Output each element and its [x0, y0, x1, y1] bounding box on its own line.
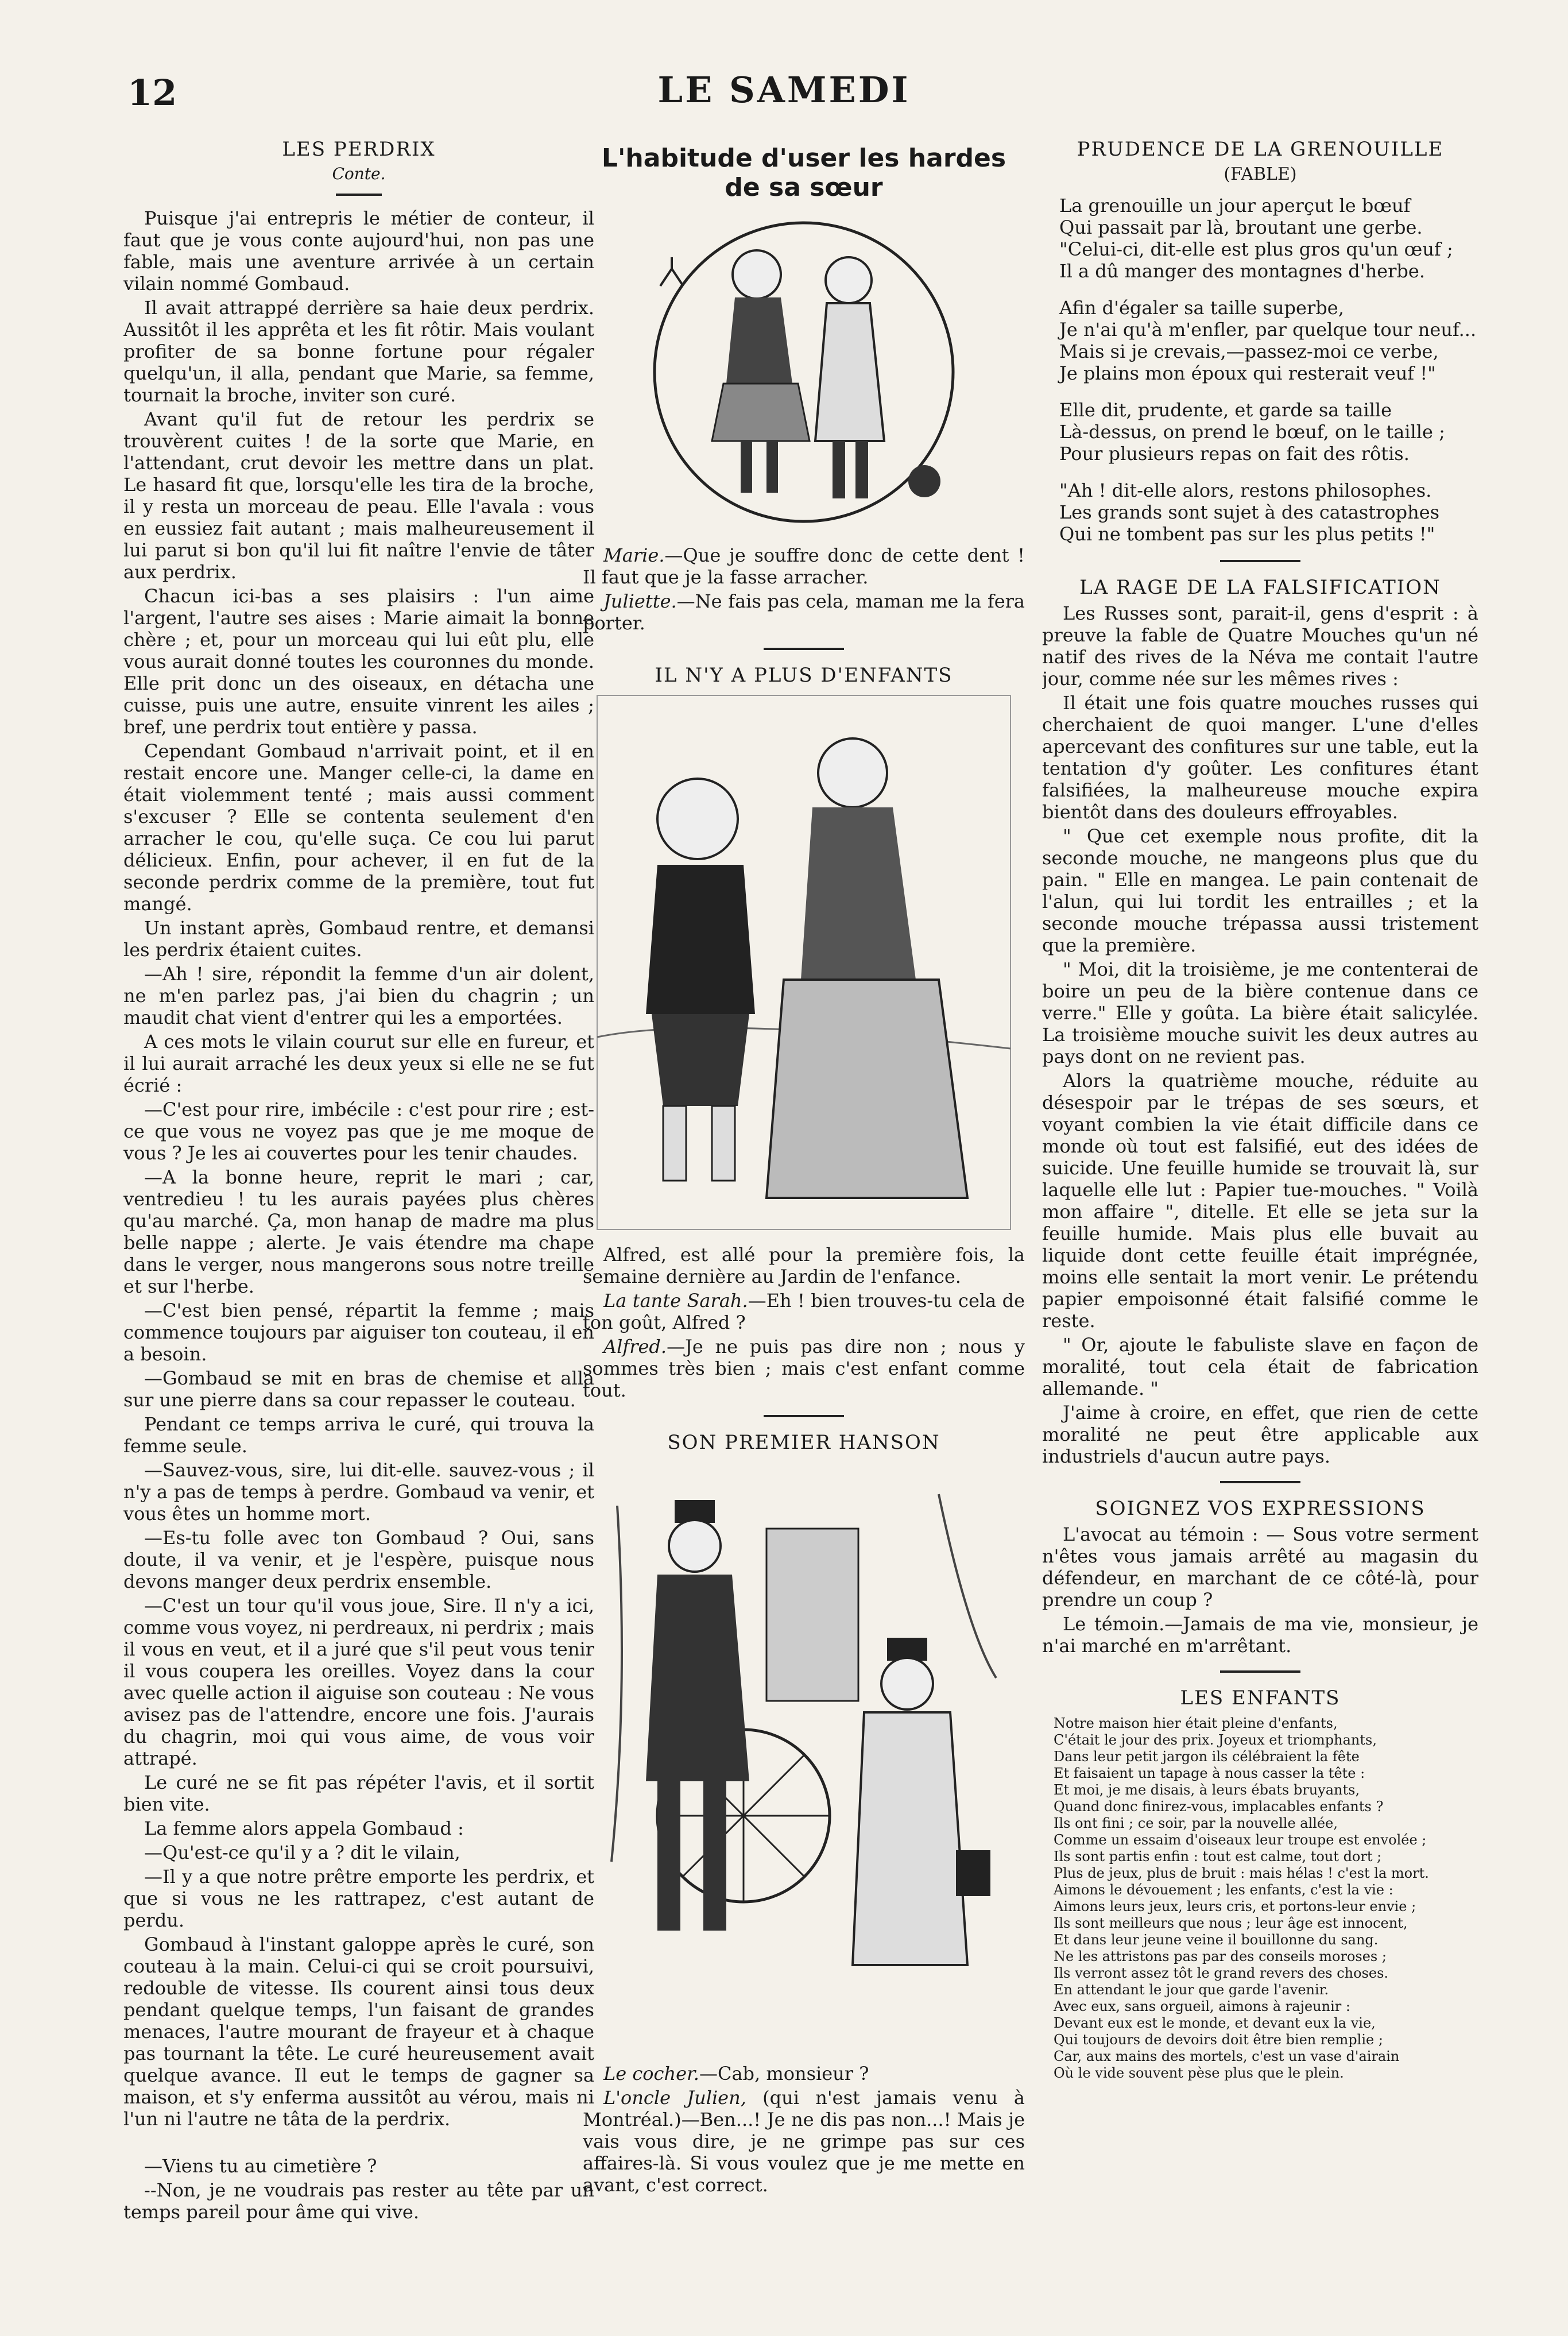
stanza	[1059, 399, 1478, 465]
poem-line: Dans leur petit jargon ils célébraient la fête	[1054, 1749, 1360, 1765]
divider	[764, 1415, 844, 1417]
article-title-grenouille: PRUDENCE DE LA GRENOUILLE	[1077, 138, 1444, 161]
expressions-body	[1042, 1523, 1478, 1657]
poem-line: "Celui-ci, dit-elle est plus gros qu'un œuf ;	[1059, 238, 1453, 260]
poem-line: Je n'ai qu'à m'enfler, par quelque tour neuf...	[1059, 319, 1477, 341]
paragraph: —Qu'est-ce qu'il y a ? dit le vilain,	[144, 1842, 460, 1863]
paragraph: " Moi, dit la troisième, je me contenterai de boire un peu de la bière contenue dans ce verre." Elle y goûta. La bière était salicylée. La troisième mouche suivit les deux autres au pays dont on ne revient pas.	[1042, 958, 1478, 1068]
falsification-body	[1042, 602, 1478, 1467]
illustration-two-girls	[626, 211, 982, 533]
column-left	[123, 126, 594, 2308]
paragraph: Les Russes sont, parait-il, gens d'esprit : à preuve la fable de Quatre Mouches qu'un né natif des rives de la Néva me contait l'autre jour, comme née sur les mêmes rives :	[1042, 602, 1478, 690]
poem-line: Notre maison hier était pleine d'enfants,	[1054, 1715, 1338, 1731]
article-subtitle-conte: Conte.	[332, 164, 386, 183]
perdrix-body	[123, 207, 594, 2130]
speaker-name: Juliette.	[603, 590, 677, 612]
poem-line: Et moi, je me disais, à leurs ébats bruyants,	[1054, 1782, 1360, 1798]
poem-line: En attendant le jour que garde l'avenir.	[1054, 1982, 1329, 1998]
poem-line: Aimons le dévouement ; les enfants, c'est la vie :	[1054, 1882, 1393, 1898]
article-subtitle-fable: (FABLE)	[1224, 164, 1297, 184]
divider	[1220, 1481, 1300, 1483]
cimetiere-joke	[123, 2155, 594, 2223]
paragraph: —C'est pour rire, imbécile : c'est pour rire ; est-ce que vous ne voyez pas que je me moque de vous ? Je les ai couvertes pour les tenir chaudes.	[123, 1099, 594, 1164]
poem-line: Mais si je crevais,—passez-moi ce verbe,	[1059, 341, 1439, 362]
poem-line: Il a dû manger des montagnes d'herbe.	[1059, 260, 1425, 282]
paragraph: —Gombaud se mit en bras de chemise et alla sur une pierre dans sa cour repasser le couteau.	[123, 1367, 594, 1411]
poem-line: Ne les attristons pas par des conseils moroses ;	[1054, 1948, 1387, 1964]
poem-line: Aimons leurs jeux, leurs cris, et portons-leur envie ;	[1054, 1898, 1416, 1915]
paragraph: Puisque j'ai entrepris le métier de conteur, il faut que je vous conte aujourd'hui, non pas une fable, mais une aventure arrivée à un certain vilain nommé Gombaud.	[123, 207, 594, 295]
paragraph: Un instant après, Gombaud rentre, et demansi les perdrix étaient cuites.	[123, 917, 594, 961]
illustration-boy-and-woman	[594, 693, 1013, 1232]
stanza	[1059, 195, 1478, 282]
paragraph: Il était une fois quatre mouches russes qui cherchaient de quoi manger. L'une d'elles apercevant des confitures sur une table, eut la tentation d'y goûter. Les confitures étant falsifiées, la malheureuse mouche expira bientôt dans des douleurs effroyables.	[1042, 692, 1478, 823]
poem-line: Afin d'égaler sa taille superbe,	[1059, 297, 1344, 319]
paragraph: " Que cet exemple nous profite, dit la seconde mouche, ne mangeons plus que du pain. " Elle en mangea. Le pain contenait de l'alun, qui lui tordit les entrailles ; et la seconde mouche trépassa aussi tristement que la première.	[1042, 825, 1478, 956]
page-number: 12	[127, 72, 177, 114]
poem-line: Je plains mon époux qui resterait veuf !"	[1059, 362, 1436, 384]
paragraph: Gombaud à l'instant galoppe après le curé, son couteau à la main. Celui-ci qui se croit poursuivi, redouble de vitesse. Ils courent ainsi tous deux pendant quelque temps, l'un faisant de grandes menaces, l'autre mourant de frayeur et à chaque pas tournant la tête. Le curé heureusement avait quelque avance. Il eut le temps de gagner sa maison, et s'y enferma aussitôt au vérou, mais ni l'un ni l'autre ne tâta de la perdrix.	[123, 1933, 594, 2130]
paragraph: —A la bonne heure, reprit le mari ; car, ventredieu ! tu les aurais payées plus chères qu'au marché. Ça, mon hanap de madre ma plus belle nappe ; alerte. Je vais étendre ma chape dans le verger, nous mangerons sous notre treille et sur l'herbe.	[123, 1166, 594, 1297]
column-center	[583, 126, 1025, 2308]
poem-line: Pour plusieurs repas on fait des rôtis.	[1059, 443, 1410, 465]
paragraph: L'avocat au témoin : — Sous votre serment n'êtes vous jamais arrêté au magasin du défendeur, en marchant de ce côté-là, pour prendre un coup ?	[1042, 1523, 1478, 1611]
les-enfants-poem	[1054, 1715, 1478, 2082]
poem-line: Avec eux, sans orgueil, aimons à rajeunir :	[1054, 1998, 1350, 2014]
divider	[1220, 1670, 1300, 1673]
caption-line	[583, 1336, 1025, 1401]
paragraph: La femme alors appela Gombaud :	[144, 1817, 464, 1839]
speaker-name: L'oncle Julien,	[603, 2087, 746, 2109]
poem-line: Où le vide souvent pèse plus que le plein.	[1054, 2065, 1344, 2081]
paragraph: —Es-tu folle avec ton Gombaud ? Oui, sans doute, il va venir, et je l'espère, puisque nous devons manger deux perdrix ensemble.	[123, 1527, 594, 1592]
paragraph: Chacun ici-bas a ses plaisirs : l'un aime l'argent, l'autre ses aises : Marie aimait la bonne chère ; et, pour un morceau qui lui eût plu, elle vous aurait donné toutes les couronnes du monde. Elle prit donc un des oiseaux, en détacha une cuisse, puis une autre, ensuite vinrent les ailes ; bref, une perdrix tout entière y passa.	[123, 585, 594, 738]
paragraph: Cependant Gombaud n'arrivait point, et il en restait encore une. Manger celle-ci, la dame en était violemment tenté ; mais aussi comment s'excuser ? Elle se contenta seulement d'en arracher le cou, qu'elle suça. Ce cou lui parut délicieux. Enfin, pour achever, il en fut de la seconde perdrix comme de la première, tout fut mangé.	[123, 740, 594, 915]
masthead: LE SAMEDI	[657, 69, 911, 111]
caption-intro: Alfred, est allé pour la première fois, la semaine dernière au Jardin de l'enfance.	[583, 1244, 1025, 1287]
poem-line: Les grands sont sujet à des catastrophes	[1059, 501, 1440, 523]
poem-line: "Ah ! dit-elle alors, restons philosophes.	[1059, 479, 1432, 501]
caption-text: —Je ne puis pas dire non ; nous y sommes très bien ; mais c'est enfant comme tout.	[583, 1336, 1025, 1401]
speaker-name: Alfred.	[603, 1336, 667, 1357]
paragraph: —Sauvez-vous, sire, lui dit-elle. sauvez-vous ; il n'y a pas de temps à perdre. Gombaud va venir, et vous êtes un homme mort.	[123, 1459, 594, 1525]
caption-text: —Que je souffre donc de cette dent ! Il faut que je la fasse arracher.	[583, 544, 1025, 588]
divider	[764, 648, 844, 650]
paragraph: " Or, ajoute le fabuliste slave en façon de moralité, tout cela était de fabrication allemande. "	[1042, 1334, 1478, 1399]
paragraph: A ces mots le vilain courut sur elle en fureur, et il lui aurait arraché les deux yeux si elle ne se fut écrié :	[123, 1031, 594, 1096]
poem-line: C'était le jour des prix. Joyeux et triomphants,	[1054, 1732, 1377, 1748]
poem-line: Ils verront assez tôt le grand revers des choses.	[1054, 1965, 1389, 1981]
caption-line	[583, 1290, 1025, 1333]
poem-line: Plus de jeux, plus de bruit : mais hélas ! c'est la mort.	[1054, 1865, 1429, 1881]
caption-enfants-plus	[583, 1244, 1025, 1401]
paragraph: —C'est un tour qu'il vous joue, Sire. Il n'y a ici, comme vous voyez, ni perdreaux, ni perdrix ; mais il vous en veut, et il a juré que s'il peut vous tenir il vous coupera les oreilles. Voyez dans la cour avec quelle action il aiguise son couteau : Ne vous avisez pas de l'attendre, encore une fois. J'aurais du chagrin, moi qui vous aime, de vous voir attrapé.	[123, 1595, 594, 1769]
illustration-cab-driver	[594, 1460, 1013, 2051]
poem-line: Là-dessus, on prend le bœuf, on le taille ;	[1059, 421, 1445, 443]
article-title-expressions: SOIGNEZ VOS EXPRESSIONS	[1095, 1497, 1426, 1520]
poem-line: Et faisaient un tapage à nous casser la tête :	[1054, 1765, 1365, 1781]
paragraph: --Non, je ne voudrais pas rester au tête par un temps pareil pour âme qui vive.	[123, 2179, 594, 2223]
article-title-perdrix: LES PERDRIX	[282, 138, 436, 161]
paragraph: —Ah ! sire, répondit la femme d'un air dolent, ne m'en parlez pas, j'ai bien du chagrin ; un maudit chat vient d'entrer qui les a emportées.	[123, 963, 594, 1028]
stanza	[1059, 479, 1478, 545]
paragraph: Le témoin.—Jamais de ma vie, monsieur, je n'ai marché en m'arrêtant.	[1042, 1613, 1478, 1657]
poem-line: Qui ne tombent pas sur les plus petits !"	[1059, 523, 1435, 545]
poem-line: Ils sont meilleurs que nous ; leur âge est innocent,	[1054, 1915, 1408, 1931]
article-title-enfants-plus: IL N'Y A PLUS D'ENFANTS	[655, 664, 953, 687]
column-right	[1042, 126, 1478, 2308]
stanza	[1059, 297, 1478, 384]
caption-line	[583, 2063, 1025, 2084]
grenouille-poem	[1042, 195, 1478, 545]
poem-line: Car, aux mains des mortels, c'est un vase d'airain	[1054, 2048, 1400, 2064]
paragraph: Le curé ne se fit pas répéter l'avis, et il sortit bien vite.	[123, 1772, 594, 1815]
poem-line: Elle dit, prudente, et garde sa taille	[1059, 399, 1392, 421]
divider	[336, 194, 382, 196]
paragraph: Il avait attrappé derrière sa haie deux perdrix. Aussitôt il les apprêta et les fit rôtir. Mais voulant profiter de sa bonne fortune pour régaler quelqu'un, il alla, pendant que Marie, sa femme, tournait la broche, inviter son curé.	[123, 297, 594, 406]
caption-line	[583, 544, 1025, 588]
paragraph: Alors la quatrième mouche, réduite au désespoir par le trépas de ses sœurs, et voyant combien la vie était difficile dans ce monde où tout est falsifié, eut des idées de suicide. Une feuille humide se trouvait là, sur laquelle elle lut : Papier tue-mouches. " Voilà mon affaire ", ditelle. Et elle se jeta sur la feuille humide. Mais plus elle buvait au liquide dont cette feuille était imprégnée, moins elle sentait la mort venir. Le prétendu papier empoisonné était falsifié comme le reste.	[1042, 1070, 1478, 1332]
speaker-name: La tante Sarah.	[603, 1290, 748, 1312]
poem-line: La grenouille un jour aperçut le bœuf	[1059, 195, 1411, 216]
poem-line: Ils ont fini ; ce soir, par la nouvelle allée,	[1054, 1815, 1338, 1831]
paragraph: —C'est bien pensé, répartit la femme ; mais commence toujours par aiguiser ton couteau, il en a besoin.	[123, 1300, 594, 1365]
speaker-name: Le cocher.	[603, 2063, 699, 2084]
paragraph: Avant qu'il fut de retour les perdrix se trouvèrent cuites ! de la sorte que Marie, en l'attendant, crut devoir les mettre dans un plat. Le hasard fit que, lorsqu'elle les tira de la broche, il y resta un morceau de peau. Elle l'avala : vous en eussiez fait autant ; mais malheureusement il lui parut si bon qu'il lui fit naître l'envie de tâter aux perdrix.	[123, 408, 594, 583]
paragraph: —Viens tu au cimetière ?	[144, 2155, 377, 2177]
article-title-les-enfants: LES ENFANTS	[1180, 1687, 1341, 1710]
article-title-hanson: SON PREMIER HANSON	[667, 1431, 940, 1454]
caption-line	[583, 590, 1025, 634]
divider	[1220, 560, 1300, 562]
caption-hardes	[583, 544, 1025, 634]
paragraph: J'aime à croire, en effet, que rien de cette moralité ne peut être applicable aux industriels d'aucun autre pays.	[1042, 1402, 1478, 1467]
caption-line	[583, 2087, 1025, 2196]
caption-text: —Cab, monsieur ?	[699, 2063, 869, 2084]
poem-line: Qui toujours de devoirs doit être bien remplie ;	[1054, 2032, 1383, 2048]
poem-line: Quand donc finirez-vous, implacables enfants ?	[1054, 1799, 1384, 1815]
article-title-falsification: LA RAGE DE LA FALSIFICATION	[1079, 576, 1441, 599]
caption-hanson	[583, 2063, 1025, 2196]
article-title-hardes: L'habitude d'user les hardes de sa sœur	[601, 144, 1006, 202]
page-header	[0, 0, 1568, 121]
caption-text: —Ne fais pas cela, maman me la fera porter.	[583, 590, 1025, 634]
paragraph: Pendant ce temps arriva le curé, qui trouva la femme seule.	[123, 1413, 594, 1457]
speaker-name: Marie.	[603, 544, 665, 566]
paragraph: —Il y a que notre prêtre emporte les perdrix, et que si vous ne les rattrapez, c'est autant de perdu.	[123, 1866, 594, 1931]
poem-line: Qui passait par là, broutant une gerbe.	[1059, 216, 1423, 238]
caption-text: —Eh ! bien trouves-tu cela de ton goût, Alfred ?	[583, 1290, 1025, 1333]
poem-line: Comme un essaim d'oiseaux leur troupe est envolée ;	[1054, 1832, 1427, 1848]
poem-line: Devant eux est le monde, et devant eux la vie,	[1054, 2015, 1376, 2031]
poem-line: Ils sont partis enfin : tout est calme, tout dort ;	[1054, 1848, 1382, 1865]
caption-text: (qui n'est jamais venu à Montréal.)—Ben...! Je ne dis pas non...! Mais je vais vous dire, je ne grimpe pas sur ces affaires-là. Si vous voulez que je me mette en avant, c'est correct.	[583, 2087, 1025, 2196]
poem-line: Et dans leur jeune veine il bouillonne du sang.	[1054, 1932, 1379, 1948]
